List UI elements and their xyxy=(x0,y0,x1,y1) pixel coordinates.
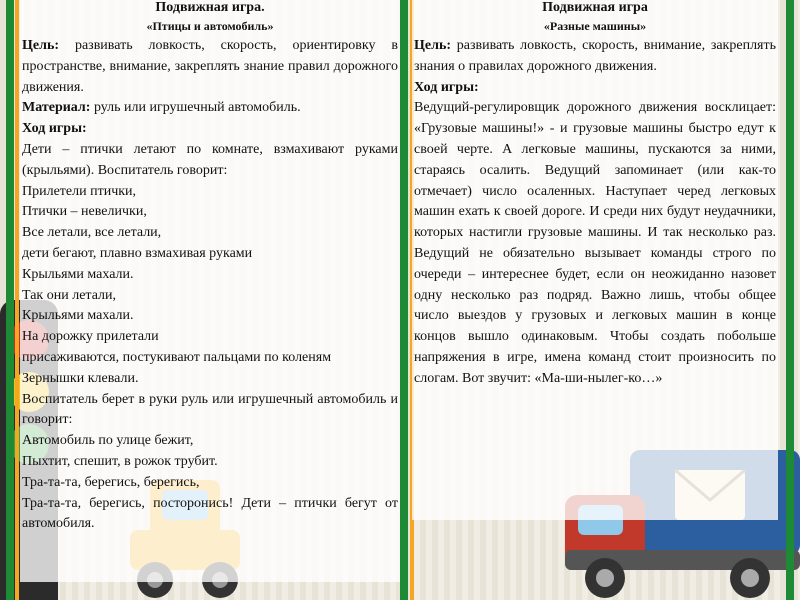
left-line: присаживаются, постукивают пальцами по коленям xyxy=(22,349,332,365)
left-line: Так они летали, xyxy=(22,287,117,303)
left-line: Воспитатель берет в руки руль или игрушечный автомобиль и говорит: xyxy=(22,391,398,428)
left-line: Автомобиль по улице бежит, xyxy=(22,433,194,449)
right-body: Ведущий-регулировщик дорожного движения восклицает: «Грузовые машины!» - и грузовые машины быстро едут к своей черте. А легковые машины, пускаются за ними, стараясь осалить. Ведущий запоминает (или как-то отмечает) число осаленных. Наступает черед легковых машин ехать к своей дороге. И среди них будут неудачники, которых настигли грузовые машины. И так несколько раз. Ведущий не обязательно вызывает команды строго по очереди – интереснее будет, если он неожиданно назовет одну несколько раз подряд. Важно лишь, чтобы общее число выездов у грузовых и легковых машин в конце концов вышло одинаковым. Чтобы создать побольше напряжения в игре, имена команд стоит произносить по слогам. Вот звучит: «Ма-ши-нылег-ко…» xyxy=(414,100,776,386)
left-card-subtitle: «Птицы и автомобиль» xyxy=(146,19,274,33)
left-line: Тра-та-та, берегись, берегись, xyxy=(22,474,200,490)
left-line: Тра-та-та, берегись, посторонись! Дети – птички бегут от автомобиля. xyxy=(22,495,398,532)
left-goal xyxy=(22,36,398,98)
left-line: Все летали, все летали, xyxy=(22,225,162,241)
left-course-label: Ход игры: xyxy=(22,121,87,137)
frame-left-orange xyxy=(15,0,19,600)
frame-middle-green xyxy=(400,0,408,600)
left-game-card xyxy=(20,0,400,582)
right-goal xyxy=(414,36,776,78)
right-goal-label: Цель: xyxy=(414,38,452,53)
left-material-label: Материал: xyxy=(22,100,91,116)
left-line: На дорожку прилетали xyxy=(22,329,159,345)
left-line: дети бегают, плавно взмахивая руками xyxy=(22,245,253,261)
right-course-label: Ход игры: xyxy=(414,79,479,95)
left-line: Птички – невелички, xyxy=(22,204,147,220)
frame-right-green xyxy=(786,0,794,600)
right-game-card xyxy=(412,0,778,520)
right-card-title: Подвижная игра xyxy=(542,0,648,15)
right-card-subtitle: «Разные машины» xyxy=(543,19,647,33)
left-goal-text: развивать ловкость, скорость, ориентировку в пространстве, внимание, закреплять знание правил дорожного движения. xyxy=(22,38,398,95)
frame-left-green xyxy=(6,0,14,600)
left-material-text: руль или игрушечный автомобиль. xyxy=(90,100,301,116)
left-card-title: Подвижная игра. xyxy=(155,0,265,15)
left-line: Дети – птички летают по комнате, взмахивают руками (крыльями). Воспитатель говорит: xyxy=(22,141,398,178)
left-line: Прилетели птички, xyxy=(22,183,137,199)
left-line: Пыхтит, спешит, в рожок трубит. xyxy=(22,453,218,469)
left-line: Зернышки клевали. xyxy=(22,370,139,386)
right-goal-text: развивать ловкость, скорость, внимание, закреплять знания о правилах дорожного движения. xyxy=(414,38,776,74)
left-line: Крыльями махали. xyxy=(22,266,134,282)
left-goal-label: Цель: xyxy=(22,38,60,53)
left-line: Крыльями махали. xyxy=(22,308,134,324)
left-material xyxy=(22,98,398,119)
